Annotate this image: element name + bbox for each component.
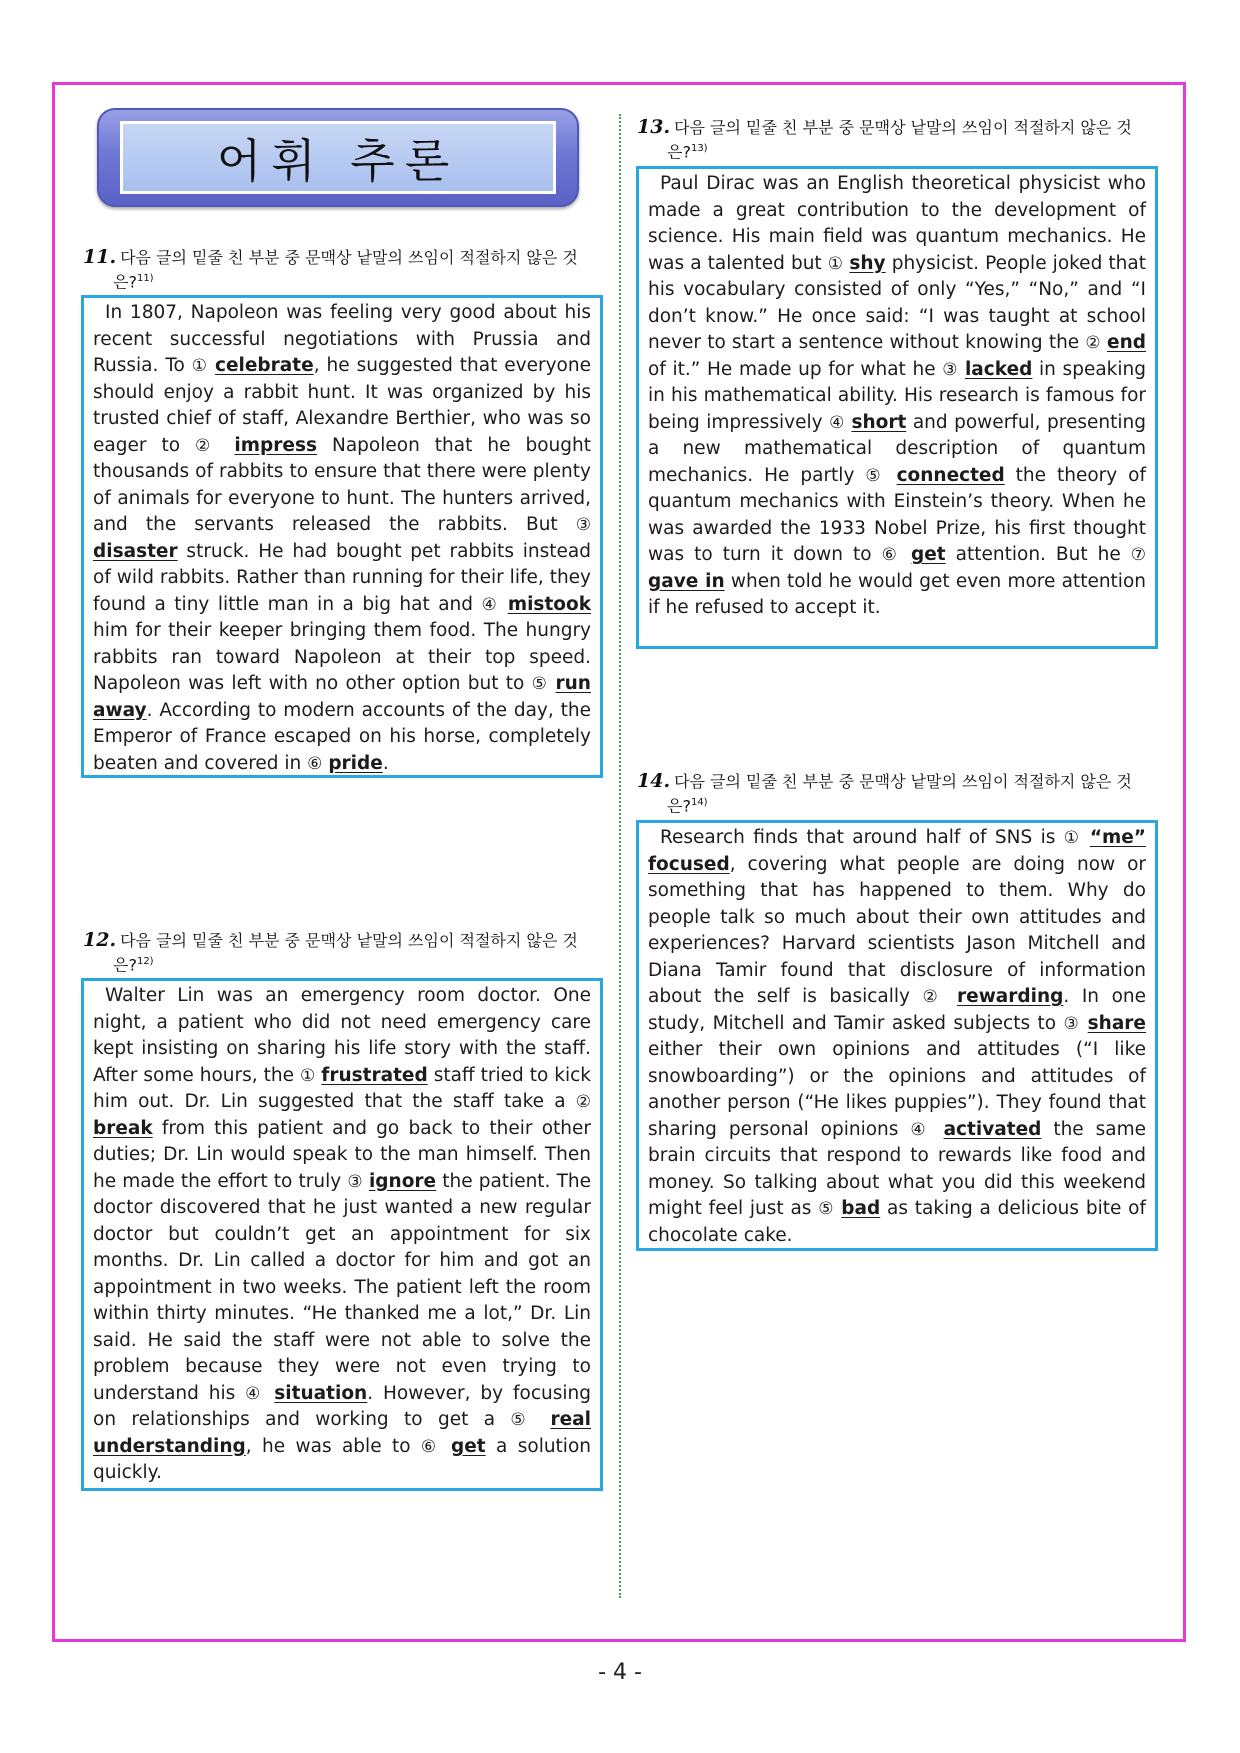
question-header-14 — [637, 771, 1157, 816]
underlined-word: disaster — [93, 540, 178, 562]
passage-segment: in speaking in his mathematical ability. His research is famous for being impressively — [648, 358, 1146, 433]
passage-box-12 — [81, 978, 603, 1491]
underlined-word: rewarding — [957, 986, 1064, 1007]
choice-marker: ⑥ — [420, 1436, 441, 1457]
question-header-13 — [637, 117, 1157, 162]
choice-marker: ④ — [829, 412, 845, 433]
underlined-word: share — [1087, 1012, 1146, 1034]
question-prompt: 다음 글의 밑줄 친 부분 중 문맥상 낱말의 쓰임이 적절하지 않은 것 — [120, 931, 578, 950]
underlined-word: shy — [849, 252, 886, 274]
question-prompt-cont: 은?$^{12)}$ — [113, 955, 154, 975]
passage-segment: . — [382, 752, 389, 774]
choice-marker: ④ — [910, 1119, 932, 1140]
passage-segment — [219, 435, 234, 456]
underlined-word: situation — [274, 1382, 368, 1404]
underlined-word: frustrated — [321, 1064, 428, 1086]
passage-segment: him for their keeper bringing them food. The hungry rabbits ran toward Napoleon at their top speed. Napoleon was left with no other option but to — [93, 620, 591, 694]
underlined-word: connected — [896, 464, 1005, 486]
choice-marker: ⑦ — [1130, 545, 1146, 565]
passage-segment — [1081, 827, 1089, 848]
passage-segment: Research finds that around half of SNS is — [660, 827, 1064, 848]
question-number: 13. — [637, 116, 671, 138]
underlined-word: lacked — [964, 358, 1033, 380]
passage-segment — [958, 359, 965, 380]
choice-marker: ⑤ — [531, 674, 549, 694]
question-prompt-cont: 은?$^{14)}$ — [667, 796, 708, 816]
passage-segment: , covering what people are doing now or something that has happened to them. Why do people talk so much about their own attitudes and experiences? Harvard scientists Jason Mitchell and Diana Tamir found that disclosure of information about the self is basically — [648, 853, 1146, 1007]
passage-box-11 — [81, 295, 603, 778]
passage-segment: staff tried to kick him out. Dr. Lin suggested that the staff take a — [93, 1064, 592, 1112]
underlined-word: bad — [841, 1198, 881, 1219]
passage-segment: when told he would get even more attention if he refused to accept it. — [648, 570, 1146, 618]
underlined-word: get — [451, 1435, 486, 1457]
passage-text — [93, 985, 591, 1483]
underlined-word: “me” focused — [648, 827, 1146, 875]
question-prompt: 다음 글의 밑줄 친 부분 중 문맥상 낱말의 쓰임이 적절하지 않은 것 — [120, 248, 578, 267]
question-prompt-cont: 은?$^{13)}$ — [667, 142, 708, 162]
passage-segment: a solution quickly. — [93, 1435, 591, 1483]
passage-segment: Napoleon that he bought thousands of rabbits to ensure that there were plenty of animals for everyone to hunt. The hunters arrived, and the servants released the rabbits. But — [93, 434, 591, 535]
choice-marker: ⑤ — [818, 1199, 835, 1219]
question-prompt: 다음 글의 밑줄 친 부분 중 문맥상 낱말의 쓰임이 적절하지 않은 것 — [674, 772, 1132, 791]
choice-marker: ⑤ — [865, 465, 886, 486]
choice-marker: ③ — [1063, 1013, 1081, 1034]
passage-segment — [944, 986, 957, 1007]
choice-marker: ③ — [347, 1171, 363, 1192]
passage-segment: as taking a delicious bite of chocolate cake. — [648, 1198, 1146, 1246]
passage-segment: . In one study, Mitchell and Tamir asked subjects to — [648, 986, 1146, 1034]
choice-marker: ⑥ — [307, 753, 323, 774]
choice-marker: ④ — [481, 594, 500, 615]
choice-marker: ② — [1085, 333, 1101, 353]
footnote-ref: 12) — [136, 956, 154, 967]
passage-segment: . However, by focusing on relationships and working to get a — [93, 1382, 591, 1430]
passage-segment — [901, 544, 911, 565]
choice-marker: ① — [1063, 828, 1082, 848]
underlined-word: mistook — [507, 593, 592, 615]
choice-marker: ② — [575, 1092, 591, 1112]
question-number: 11. — [83, 246, 117, 268]
underlined-word: break — [93, 1117, 153, 1139]
passage-segment — [264, 1383, 274, 1404]
passage-segment: physicist. People joked that his vocabulary consisted of only “Yes,” “No,” and “I don’t know.” He once said: “I was taught at school never to start a sentence without knowing the — [648, 252, 1146, 353]
passage-segment — [208, 355, 215, 376]
footnote-ref: 11) — [136, 273, 154, 284]
passage-segment: and powerful, presenting a new mathematical description of quantum mechanics. He partly — [648, 411, 1146, 486]
underlined-word: gave in — [648, 570, 725, 592]
underlined-word: impress — [234, 434, 317, 456]
section-title: 어휘 추론 — [216, 133, 460, 188]
choice-marker: ⑤ — [510, 1410, 536, 1430]
passage-segment — [535, 1409, 550, 1430]
underlined-word: short — [851, 411, 907, 433]
question-number: 12. — [83, 929, 117, 951]
choice-marker: ② — [922, 987, 945, 1007]
question-header-12 — [83, 930, 603, 975]
question-header-11 — [83, 247, 603, 292]
passage-segment: , he suggested that everyone should enjoy a rabbit hunt. It was organized by his trusted chief of staff, Alexandre Berthier, who was so eager to — [93, 355, 591, 456]
passage-segment: Paul Dirac was an English theoretical physicist who made a great contribution to the development of science. His main field was quantum mechanics. He was a talented but — [648, 173, 1146, 274]
title-banner — [97, 108, 579, 207]
column-divider — [619, 114, 621, 1598]
choice-marker: ③ — [575, 515, 591, 535]
choice-marker: ① — [191, 356, 209, 376]
passage-text — [93, 302, 591, 774]
passage-segment: from this patient and go back to their other duties; Dr. Lin would speak to the man himself. Then he made the effort to truly — [93, 1117, 591, 1192]
underlined-word: real understanding — [93, 1409, 591, 1457]
passage-text — [648, 173, 1146, 618]
passage-segment: In 1807, Napoleon was feeling very good about his recent successful negotiations with Prussia and Russia. To — [93, 302, 591, 376]
question-number: 14. — [637, 770, 671, 792]
passage-segment — [932, 1119, 944, 1140]
passage-segment: of it.” He made up for what he — [648, 358, 943, 380]
choice-marker: ⑥ — [881, 545, 901, 565]
choice-marker: ③ — [942, 359, 959, 380]
passage-segment: , he was able to — [245, 1435, 421, 1457]
passage-segment: the same brain circuits that respond to rewards like food and money. So talking about what you did this weekend might feel just as — [648, 1118, 1146, 1219]
underlined-word: activated — [943, 1118, 1042, 1140]
passage-segment — [548, 673, 555, 694]
choice-marker: ① — [827, 253, 844, 274]
underlined-word: pride — [328, 752, 383, 774]
choice-marker: ① — [299, 1065, 316, 1086]
passage-segment: either their own opinions and attitudes (“I like snowboarding”) or the opinions and attitudes of another person (“He likes puppies”). They found that sharing personal opinions — [648, 1039, 1146, 1140]
passage-segment: attention. But he — [945, 544, 1131, 565]
underlined-word: celebrate — [215, 355, 314, 376]
title-banner-inner — [120, 121, 556, 194]
footnote-ref: 13) — [690, 143, 708, 154]
passage-segment — [441, 1436, 451, 1457]
footnote-ref: 14) — [690, 797, 708, 808]
passage-segment: . According to modern accounts of the day, the Emperor of France escaped on his horse, completely beaten and covered in — [93, 699, 591, 774]
question-prompt-cont: 은?$^{11)}$ — [113, 272, 154, 292]
passage-segment: struck. He had bought pet rabbits instead of wild rabbits. Rather than running for their life, they found a tiny little man in a big hat and — [93, 540, 591, 615]
underlined-word: run away — [93, 673, 591, 721]
choice-marker: ② — [195, 435, 220, 456]
passage-segment — [1080, 1013, 1087, 1034]
passage-box-14 — [636, 820, 1158, 1251]
passage-segment: the patient. The doctor discovered that he just wanted a new regular doctor but couldn’t get an appointment for six months. Dr. Lin called a doctor for him and got an appointment in two weeks. The patient left the room within thirty minutes. “He thanked me a lot,” Dr. Lin said. He said the staff were not able to solve the problem because they were not even trying to understand his — [93, 1170, 591, 1404]
passage-box-13 — [636, 166, 1158, 649]
underlined-word: get — [911, 544, 946, 565]
passage-segment: Walter Lin was an emergency room doctor. One night, a patient who did not need emergency care kept insisting on sharing his life story with the staff. After some hours, the — [93, 985, 591, 1086]
choice-marker: ④ — [245, 1383, 265, 1404]
question-prompt: 다음 글의 밑줄 친 부분 중 문맥상 낱말의 쓰임이 적절하지 않은 것 — [674, 118, 1132, 137]
underlined-word: ignore — [368, 1170, 437, 1192]
passage-segment — [886, 465, 897, 486]
passage-text — [648, 827, 1146, 1246]
passage-segment — [499, 594, 507, 615]
underlined-word: end — [1107, 332, 1146, 353]
passage-segment: the theory of quantum mechanics with Einstein’s theory. When he was awarded the 1933 Nobel Prize, his first thought was to turn it down to — [648, 464, 1146, 565]
page-number: - 4 - — [598, 1660, 642, 1685]
